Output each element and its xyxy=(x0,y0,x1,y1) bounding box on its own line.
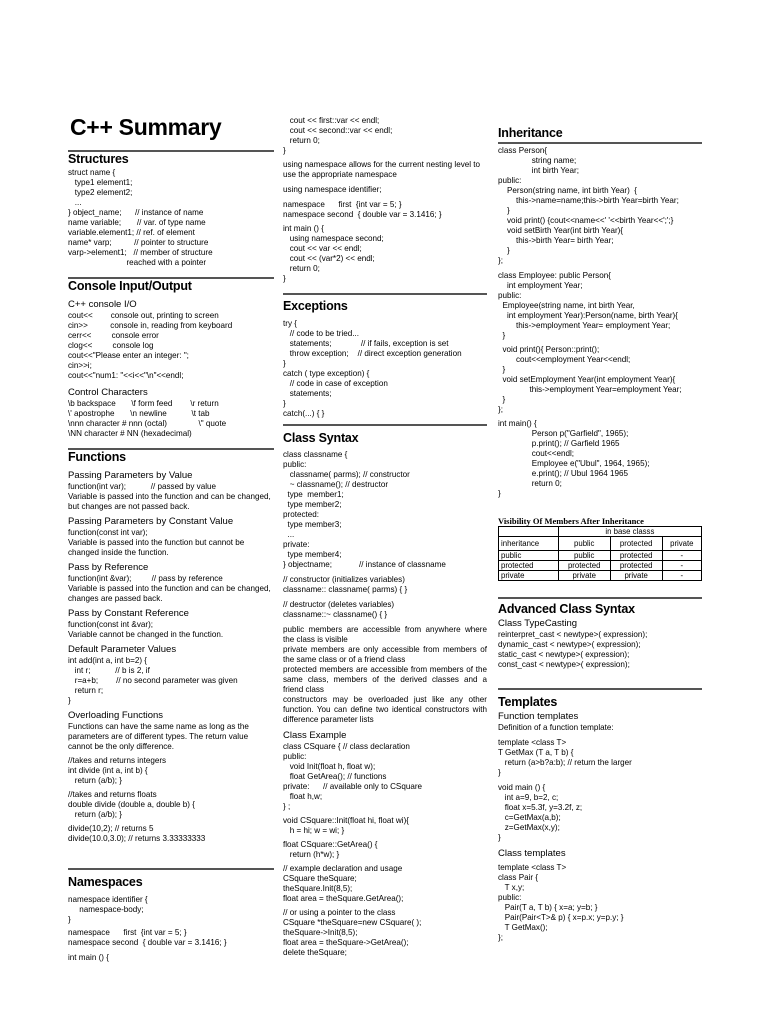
visibility-row-label: public xyxy=(499,551,559,561)
class-example-usage-code: // example declaration and usage CSquare theSquare; theSquare.Init(8,5); float area = theSquare.GetArea(); xyxy=(283,864,404,903)
visibility-heading: Visibility Of Members After Inheritance xyxy=(498,516,644,526)
console-io-subheading: C++ console I/O xyxy=(68,299,137,310)
visibility-group-header: in base classs xyxy=(558,527,701,537)
visibility-section xyxy=(498,516,702,581)
inheritance-main-code: int main() { Person p("Garfield", 1965); p.print(); // Garfield 1965 cout<<endl; Employee e("Ubul", 1964, 1965); e.print(); // Ubul 1964 1965 return 0; } xyxy=(498,419,650,498)
pass-by-value-subheading: Passing Parameters by Value xyxy=(68,470,193,481)
table-row xyxy=(499,571,702,581)
pass-by-reference-subheading: Pass by Reference xyxy=(68,562,149,573)
typecasting-code: reinterpret_cast < newtype>( expression); dynamic_cast < newtype>( expression); static_cast < newtype>( expression); const_cast < newtype>( expression); xyxy=(498,630,648,669)
namespace-syntax-code: namespace identifier { namespace-body; } xyxy=(68,895,148,924)
visibility-row-header: inheritance xyxy=(499,537,559,551)
visibility-col-header: protected xyxy=(610,537,662,551)
pass-by-const-value-subheading: Passing Parameters by Constant Value xyxy=(68,516,234,527)
pass-by-const-value-code: function(const int var); xyxy=(68,528,148,537)
class-template-code: template <class T> class Pair { T x,y; public: Pair(T a, T b) { x=a; y=b; } Pair(Pair<T>& p) { x=p.x; y=p.y; } T GetMax(); }; xyxy=(498,863,624,942)
overloading-subheading: Overloading Functions xyxy=(68,710,164,721)
pass-by-reference-text: Variable is passed into the function and can be changed, changes are passed back. xyxy=(68,584,271,603)
access-rules-text: public members are accessible from anywhere where the class is visible private members are only accessible from members of the same class or of a friend class protected members are accessible from members of the same class, members of the derived classes and a friend class constructors may be overloaded just like any other function. You can define two identical constructors with difference parameter lists xyxy=(283,625,487,724)
exceptions-code: try { // code to be tried... statements; // if fails, exception is set throw exception; // direct exception generation } catch ( type exception) { // code in case of exception statements; } catch(...) { } xyxy=(283,319,462,418)
page-title: C++ Summary xyxy=(70,114,222,140)
visibility-cell: - xyxy=(662,571,701,581)
namespaces-heading: Namespaces xyxy=(68,875,143,889)
class-example-subheading: Class Example xyxy=(283,730,347,741)
console-io-code: cout<< console out, printing to screen cin>> console in, reading from keyboard cerr<< console error clog<< console log cout<<"Please enter an integer: "; cin>>i; cout<<"num1: "<<i<<"\n"<<endl; xyxy=(68,311,233,380)
exceptions-heading: Exceptions xyxy=(283,299,348,313)
default-params-code: int add(int a, int b=2) { int r; // b is 2, if r=a+b; // no second parameter was given return r; } xyxy=(68,656,238,705)
visibility-cell: public xyxy=(558,551,610,561)
typecasting-subheading: Class TypeCasting xyxy=(498,618,578,629)
advanced-class-heading: Advanced Class Syntax xyxy=(498,602,635,616)
visibility-cell: private xyxy=(558,571,610,581)
namespace-example-main-code: int main () { using namespace second; cout << var << endl; cout << (var*2) << endl; return 0; } xyxy=(283,224,384,283)
console-section xyxy=(68,277,274,439)
class-declaration-code: class classname { public: classname( parms); // constructor ~ classname(); // destructor type member1; type member2; protected: type member3; ... private: type member4; } objectname; // instance of classname xyxy=(283,450,446,569)
pass-by-const-value-text: Variable is passed into the function but cannot be changed inside the function. xyxy=(68,538,245,557)
visibility-col-header: public xyxy=(558,537,610,551)
visibility-cell: - xyxy=(662,551,701,561)
function-templates-subheading: Function templates xyxy=(498,711,579,722)
pass-by-value-text: Variable is passed into the function and can be changed, but changes are not passed back. xyxy=(68,492,271,511)
visibility-cell: private xyxy=(610,571,662,581)
class-syntax-section xyxy=(283,424,487,958)
namespace-main-continued-code: cout << first::var << endl; cout << second::var << endl; return 0; } xyxy=(283,116,393,155)
functions-section xyxy=(68,448,274,844)
class-example-declaration-code: class CSquare { // class declaration public: void Init(float h, float w); float GetArea(); // functions private: // available only to CSquare float h,w; } ; xyxy=(283,742,423,811)
pass-by-reference-code: function(int &var); // pass by reference xyxy=(68,574,223,583)
namespace-declare-code: namespace first {int var = 5; } namespace second { double var = 3.1416; } xyxy=(68,928,227,947)
advanced-class-section xyxy=(498,597,702,670)
pass-by-const-reference-subheading: Pass by Constant Reference xyxy=(68,608,189,619)
overloading-calls-code: divide(10,2); // returns 5 divide(10.0,3.0); // returns 3.33333333 xyxy=(68,824,206,843)
functions-heading: Functions xyxy=(68,450,126,464)
visibility-col-header: private xyxy=(662,537,701,551)
visibility-cell: - xyxy=(662,561,701,571)
visibility-cell: protected xyxy=(558,561,610,571)
inheritance-section xyxy=(498,126,702,499)
employee-methods-code: void print(){ Person::print(); cout<<employment Year<<endl; } void setEmployment Year(int employment Year){ this->employment Year=employment Year; } }; xyxy=(498,345,682,414)
visibility-cell: protected xyxy=(610,551,662,561)
table-row xyxy=(499,561,702,571)
using-namespace-syntax: using namespace identifier; xyxy=(283,185,382,194)
console-heading: Console Input/Output xyxy=(68,279,192,293)
constructor-code: // constructor (initializes variables) classname:: classname( parms) { } xyxy=(283,575,408,594)
overloading-float-code: //takes and returns floats double divide (double a, double b) { return (a/b); } xyxy=(68,790,195,819)
exceptions-section xyxy=(283,293,487,419)
class-syntax-heading: Class Syntax xyxy=(283,431,359,445)
pass-by-value-code: function(int var); // passed by value xyxy=(68,482,217,491)
structures-heading: Structures xyxy=(68,152,129,166)
class-templates-subheading: Class templates xyxy=(498,848,566,859)
person-class-code: class Person{ string name; int birth Year; public: Person(string name, int birth Year) { this->name=name;this->birth Year=birth Year; } void print() {cout<<name<<' '<<birth Year<<';';} void setBirth Year(int birth Year){ this->birth Year= birth Year; } }; xyxy=(498,146,679,265)
pass-by-const-reference-text: Variable cannot be changed in the function. xyxy=(68,630,224,639)
destructor-code: // destructor (deletes variables) classname::~ classname() { } xyxy=(283,600,395,619)
control-characters-subheading: Control Characters xyxy=(68,387,148,398)
visibility-table xyxy=(498,526,702,581)
namespace-main-code: int main () { xyxy=(68,953,109,962)
namespace-example-declare-code: namespace first {int var = 5; } namespace second { double var = 3.1416; } xyxy=(283,200,442,219)
visibility-row-label: private xyxy=(499,571,559,581)
visibility-cell: protected xyxy=(610,561,662,571)
function-template-definition-text: Definition of a function template: xyxy=(498,723,614,732)
templates-section xyxy=(498,688,702,943)
class-example-pointer-code: // or using a pointer to the class CSquare *theSquare=new CSquare( ); theSquare->Init(8,5); float area = theSquare->GetArea(); delete theSquare; xyxy=(283,908,422,957)
using-namespace-text: using namespace allows for the current nesting level to use the appropriate namespace xyxy=(283,160,481,179)
function-template-main-code: void main () { int a=9, b=2, c; float x=5.3f, y=3.2f, z; c=GetMax(a,b); z=GetMax(x,y); } xyxy=(498,783,583,842)
default-params-subheading: Default Parameter Values xyxy=(68,644,177,655)
inheritance-heading: Inheritance xyxy=(498,126,702,144)
employee-class-code: class Employee: public Person{ int employment Year; public: Employee(string name, int birth Year, int employment Year):Person(name, birth Year){ this->employment Year= employment Year; } xyxy=(498,271,678,340)
visibility-row-label: protected xyxy=(499,561,559,571)
structures-section xyxy=(68,150,274,268)
control-characters-code: \b backspace \f form feed \r return \' apostrophe \n newline \t tab \nnn character # nnn (octal) \" quote \NN character # NN (hexadecimal) xyxy=(68,399,227,438)
namespaces-section xyxy=(68,868,274,963)
structures-code: struct name { type1 element1; type2 element2; ... } object_name; // instance of name name variable; // var. of type name variable.element1; // ref. of element name* varp; // pointer to structure varp->element1; // member of structure reached with a pointer xyxy=(68,168,213,267)
overloading-text: Functions can have the same name as long as the parameters are of different types. The return value cannot be the only difference. xyxy=(68,722,249,751)
table-row xyxy=(499,551,702,561)
function-template-code: template <class T> T GetMax (T a, T b) { return (a>b?a:b); // return the larger } xyxy=(498,738,632,777)
class-example-getarea-code: float CSquare::GetArea() { return (h*w); } xyxy=(283,840,378,859)
namespaces-continued xyxy=(283,116,487,284)
overloading-int-code: //takes and returns integers int divide (int a, int b) { return (a/b); } xyxy=(68,756,167,785)
templates-heading: Templates xyxy=(498,695,558,709)
pass-by-const-reference-code: function(const int &var); xyxy=(68,620,154,629)
class-example-init-code: void CSquare::Init(float hi, float wi){ h = hi; w = wi; } xyxy=(283,816,409,835)
